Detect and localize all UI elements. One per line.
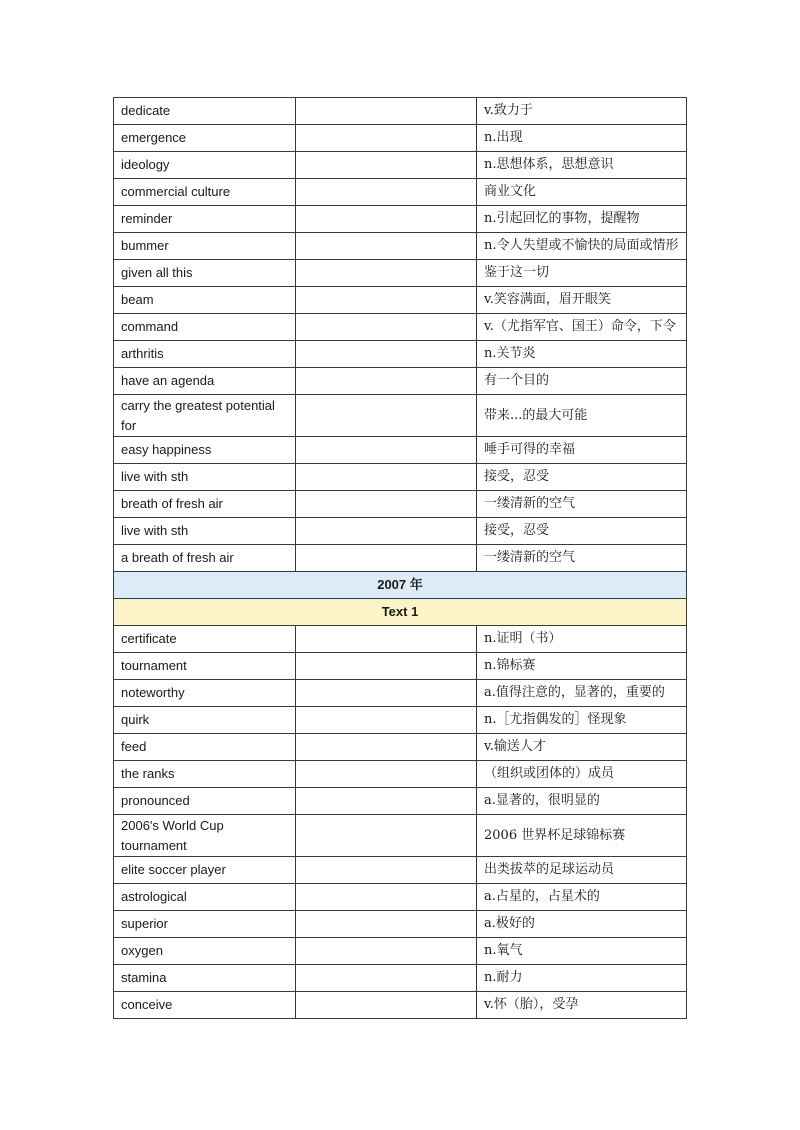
chinese-meaning: 2006 世界杯足球锦标赛 [477,815,687,857]
english-term: breath of fresh air [114,491,296,518]
english-term: quirk [114,707,296,734]
table-row [114,707,687,734]
english-term: oxygen [114,938,296,965]
table-row [114,152,687,179]
chinese-meaning: n.出现 [477,125,687,152]
table-row [114,857,687,884]
table-row [114,491,687,518]
chinese-meaning: 出类拔萃的足球运动员 [477,857,687,884]
english-term: commercial culture [114,179,296,206]
chinese-meaning: n.令人失望或不愉快的局面或情形 [477,233,687,260]
blank-cell [296,437,477,464]
table-row [114,125,687,152]
chinese-meaning: 接受，忍受 [477,518,687,545]
table-row [114,938,687,965]
blank-cell [296,938,477,965]
blank-cell [296,518,477,545]
blank-cell [296,98,477,125]
chinese-meaning: n.关节炎 [477,341,687,368]
chinese-meaning: 一缕清新的空气 [477,491,687,518]
year-header-row [114,572,687,599]
blank-cell [296,707,477,734]
blank-cell [296,491,477,518]
blank-cell [296,260,477,287]
english-term: a breath of fresh air [114,545,296,572]
blank-cell [296,287,477,314]
text-header-row [114,599,687,626]
blank-cell [296,464,477,491]
table-row [114,992,687,1019]
english-term: live with sth [114,518,296,545]
chinese-meaning: v.致力于 [477,98,687,125]
english-term: emergence [114,125,296,152]
blank-cell [296,992,477,1019]
blank-cell [296,911,477,938]
english-term: elite soccer player [114,857,296,884]
blank-cell [296,884,477,911]
vocab-rows-after [114,626,687,1019]
blank-cell [296,857,477,884]
english-term: live with sth [114,464,296,491]
chinese-meaning: （组织或团体的）成员 [477,761,687,788]
chinese-meaning: n.证明（书） [477,626,687,653]
english-term: feed [114,734,296,761]
chinese-meaning: 商业文化 [477,179,687,206]
english-term: stamina [114,965,296,992]
english-term: command [114,314,296,341]
table-row [114,626,687,653]
chinese-meaning: n.耐力 [477,965,687,992]
chinese-meaning: a.显著的，很明显的 [477,788,687,815]
blank-cell [296,815,477,857]
english-term: ideology [114,152,296,179]
vocabulary-table [113,97,687,1019]
section-headers [114,572,687,626]
table-row [114,233,687,260]
english-term: beam [114,287,296,314]
english-term: carry the greatest potential for [114,395,296,437]
table-row [114,368,687,395]
table-row [114,395,687,437]
table-row [114,437,687,464]
english-term: reminder [114,206,296,233]
chinese-meaning: 唾手可得的幸福 [477,437,687,464]
blank-cell [296,788,477,815]
chinese-meaning: a.值得注意的，显著的，重要的 [477,680,687,707]
chinese-meaning: n.引起回忆的事物，提醒物 [477,206,687,233]
chinese-meaning: n.氧气 [477,938,687,965]
table-row [114,314,687,341]
blank-cell [296,314,477,341]
blank-cell [296,761,477,788]
english-term: certificate [114,626,296,653]
table-row [114,341,687,368]
table-row [114,653,687,680]
english-term: superior [114,911,296,938]
english-term: conceive [114,992,296,1019]
chinese-meaning: v.输送人才 [477,734,687,761]
table-row [114,179,687,206]
chinese-meaning: 一缕清新的空气 [477,545,687,572]
blank-cell [296,179,477,206]
english-term: astrological [114,884,296,911]
table-row [114,545,687,572]
english-term: arthritis [114,341,296,368]
chinese-meaning: v.怀（胎），受孕 [477,992,687,1019]
year-header: 2007 年 [114,572,687,599]
chinese-meaning: a.极好的 [477,911,687,938]
table-row [114,206,687,233]
text-header: Text 1 [114,599,687,626]
blank-cell [296,233,477,260]
english-term: pronounced [114,788,296,815]
blank-cell [296,626,477,653]
chinese-meaning: n.［尤指偶发的］怪现象 [477,707,687,734]
chinese-meaning: v.笑容满面，眉开眼笑 [477,287,687,314]
chinese-meaning: a.占星的，占星术的 [477,884,687,911]
english-term: tournament [114,653,296,680]
chinese-meaning: n.思想体系，思想意识 [477,152,687,179]
blank-cell [296,206,477,233]
chinese-meaning: v.（尤指军官、国王）命令，下令 [477,314,687,341]
english-term: 2006's World Cup tournament [114,815,296,857]
english-term: given all this [114,260,296,287]
blank-cell [296,653,477,680]
blank-cell [296,965,477,992]
table-row [114,260,687,287]
blank-cell [296,125,477,152]
blank-cell [296,368,477,395]
table-row [114,965,687,992]
blank-cell [296,545,477,572]
table-row [114,911,687,938]
english-term: easy happiness [114,437,296,464]
table-row [114,884,687,911]
chinese-meaning: 有一个目的 [477,368,687,395]
english-term: noteworthy [114,680,296,707]
blank-cell [296,152,477,179]
table-row [114,287,687,314]
table-row [114,98,687,125]
table-row [114,815,687,857]
chinese-meaning: n.锦标赛 [477,653,687,680]
blank-cell [296,395,477,437]
english-term: dedicate [114,98,296,125]
blank-cell [296,734,477,761]
english-term: have an agenda [114,368,296,395]
table-row [114,788,687,815]
blank-cell [296,680,477,707]
table-row [114,518,687,545]
chinese-meaning: 鉴于这一切 [477,260,687,287]
table-row [114,680,687,707]
table-row [114,734,687,761]
english-term: bummer [114,233,296,260]
table-row [114,464,687,491]
vocab-rows-before [114,98,687,572]
chinese-meaning: 接受，忍受 [477,464,687,491]
table-row [114,761,687,788]
chinese-meaning: 带来...的最大可能 [477,395,687,437]
blank-cell [296,341,477,368]
english-term: the ranks [114,761,296,788]
